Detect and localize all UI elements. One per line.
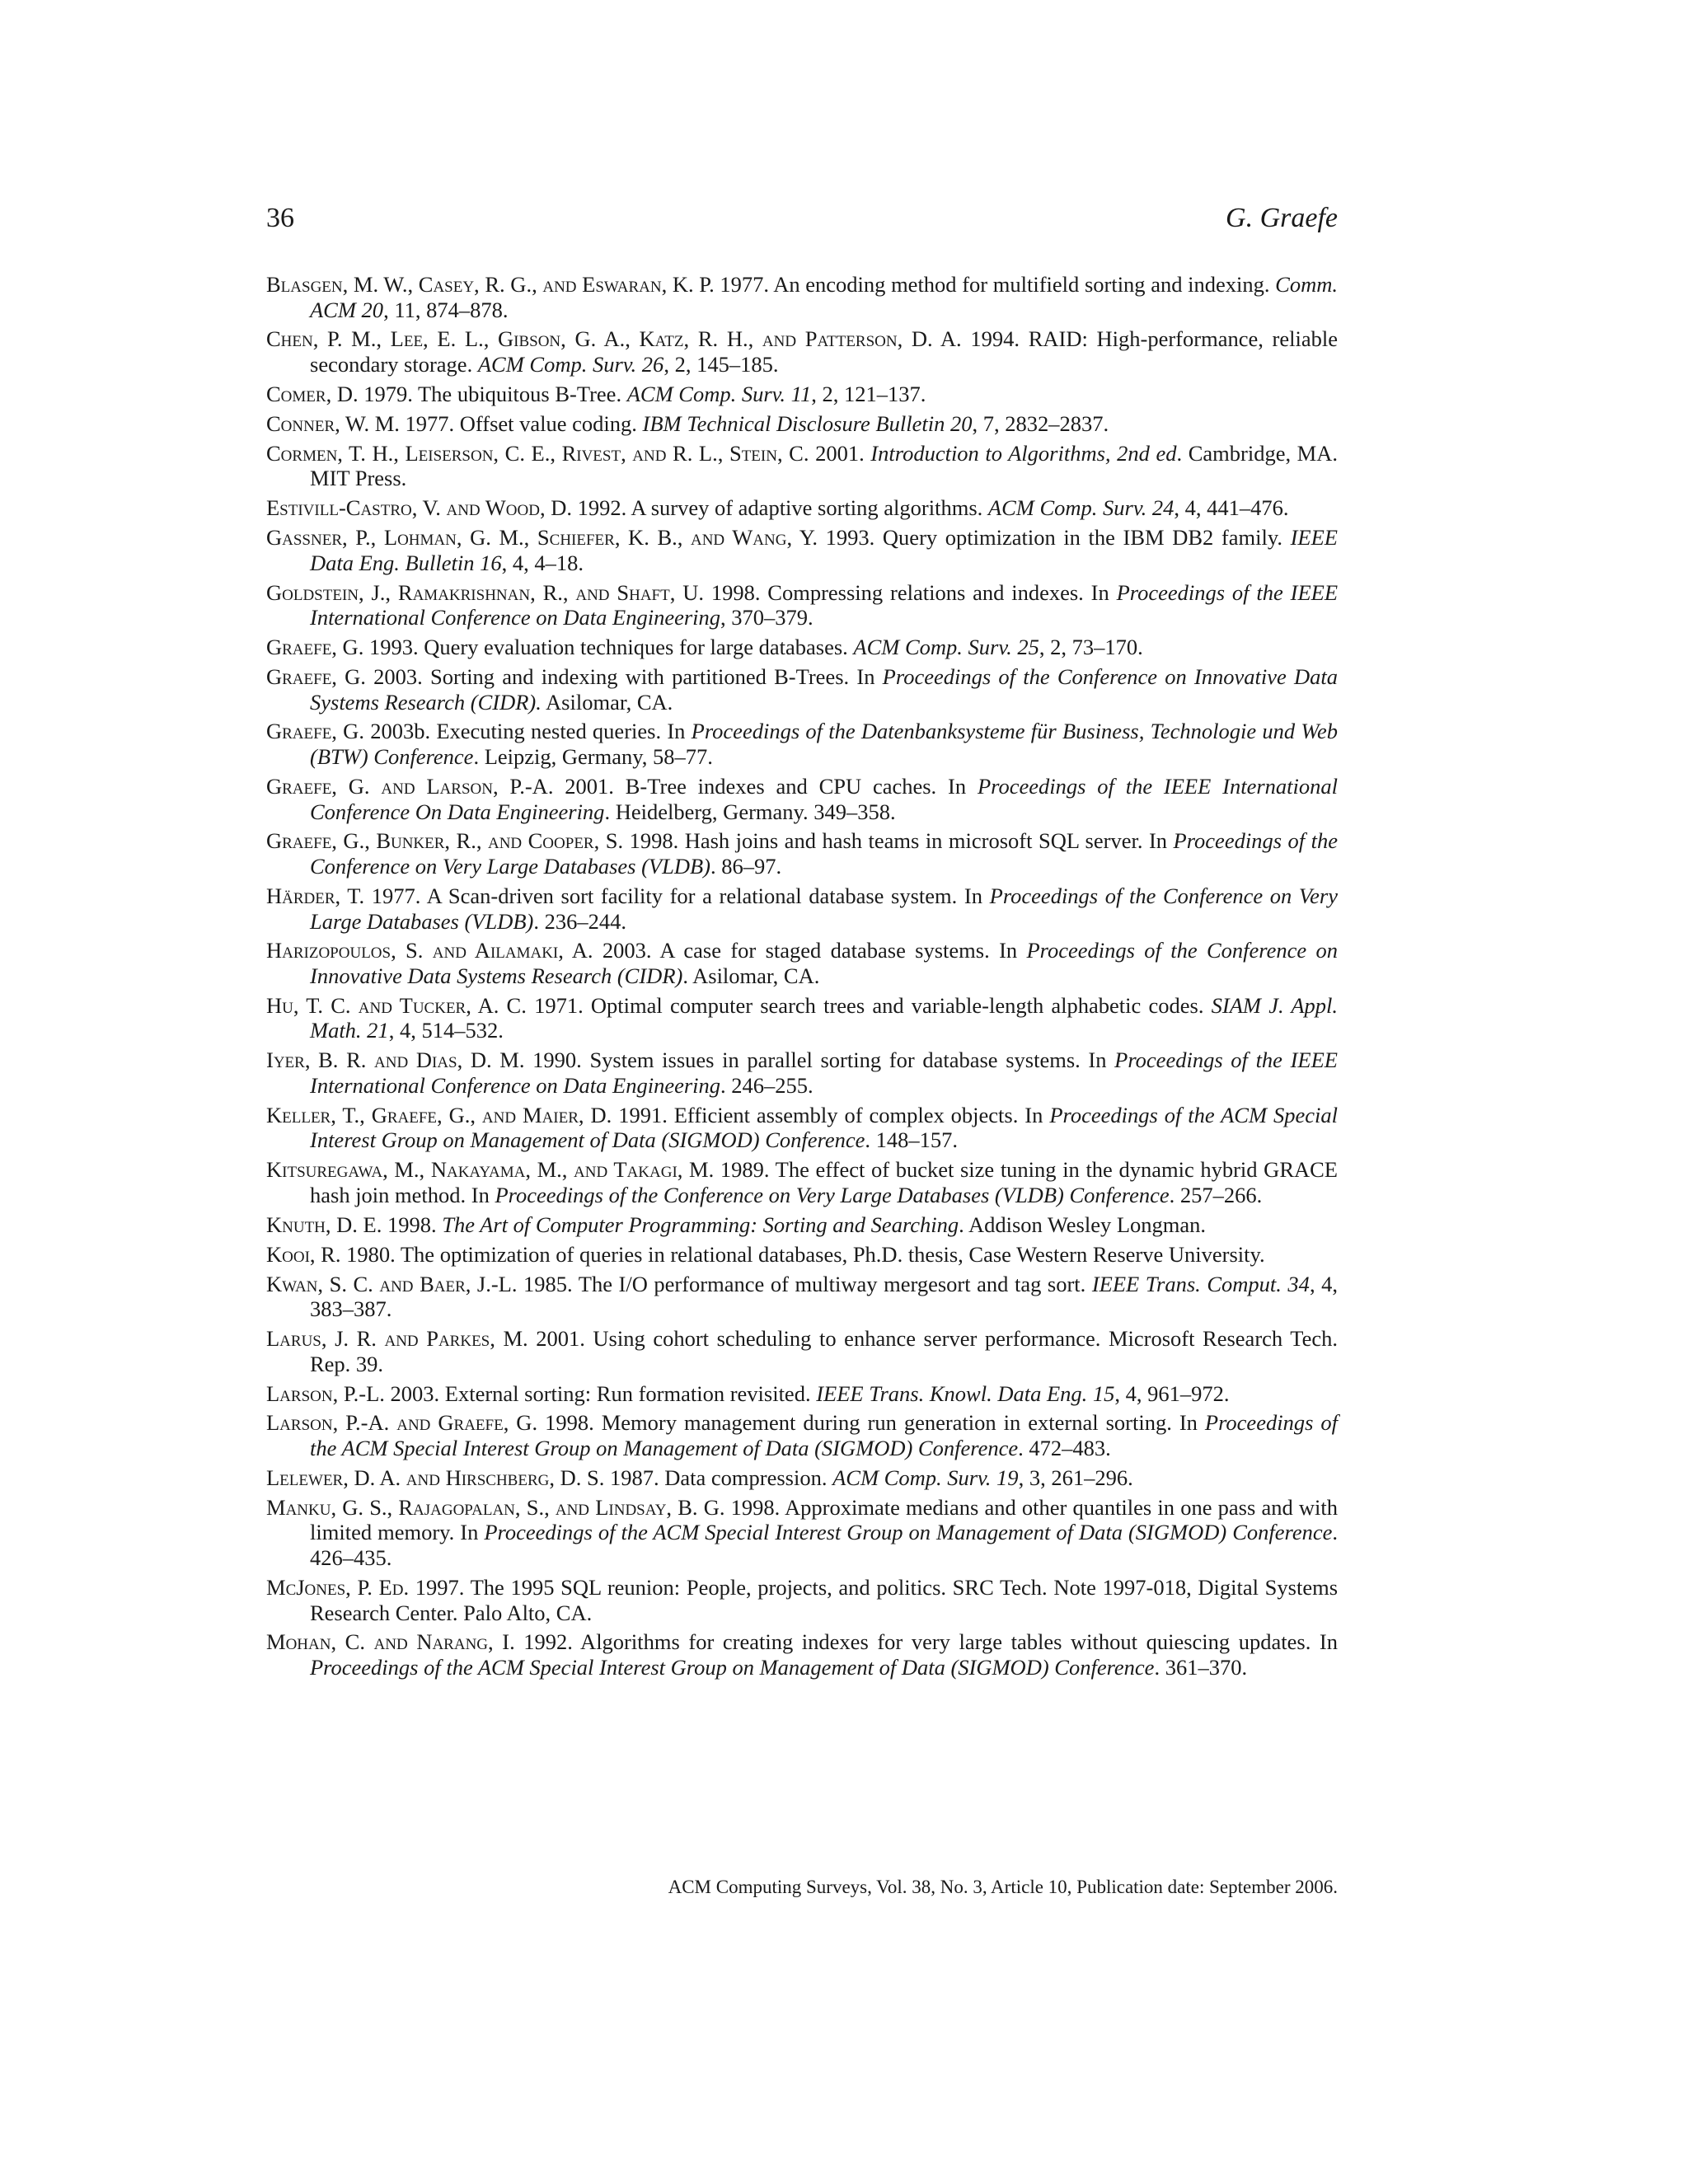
- reference-entry: [266, 635, 1338, 660]
- reference-authors: Graefe, G., Bunker, R., and Cooper, S.: [266, 828, 624, 854]
- reference-text: 1987. Data compression.: [604, 1465, 833, 1490]
- reference-venue: Proceedings of the ACM Special Interest Group on Management of Data (SIGMOD) Conference: [310, 1102, 1338, 1153]
- reference-text: , 2, 145–185.: [663, 352, 779, 377]
- reference-authors: Estivill-Castro, V. and Wood, D.: [266, 495, 572, 521]
- reference-venue: Proceedings of the ACM Special Interest Group on Management of Data (SIGMOD) Conference: [310, 1410, 1338, 1461]
- reference-text: 1980. The optimization of queries in relational databases, Ph.D. thesis, Case Western Reserve University.: [340, 1241, 1265, 1267]
- reference-venue: Proceedings of the Conference on Very Large Databases (VLDB): [310, 883, 1338, 934]
- reference-text: . Cambridge, MA. MIT Press.: [310, 440, 1338, 491]
- reference-authors: Härder, T.: [266, 883, 365, 908]
- reference-text: , 4, 441–476.: [1174, 495, 1289, 521]
- reference-text: 1992. A survey of adaptive sorting algorithms.: [571, 495, 988, 521]
- reference-text: . Heidelberg, Germany. 349–358.: [604, 799, 896, 824]
- reference-text: , 4, 961–972.: [1114, 1380, 1230, 1406]
- reference-venue: IEEE Trans. Knowl. Data Eng. 15: [816, 1380, 1115, 1406]
- reference-text: 1993. Query optimization in the IBM DB2 family.: [818, 525, 1291, 551]
- reference-text: , 370–379.: [720, 605, 814, 630]
- reference-text: , 4, 514–532.: [388, 1018, 504, 1043]
- reference-text: . 361–370.: [1154, 1655, 1248, 1680]
- reference-entry: [266, 272, 1338, 322]
- reference-entry: [266, 1326, 1338, 1376]
- reference-venue: ACM Comp. Surv. 19: [832, 1465, 1019, 1490]
- reference-authors: Cormen, T. H., Leiserson, C. E., Rivest, and R. L., Stein, C.: [266, 440, 809, 466]
- reference-text: . 426–435.: [310, 1520, 1338, 1571]
- reference-authors: Knuth, D. E.: [266, 1212, 382, 1237]
- reference-entry: [266, 1047, 1338, 1098]
- reference-text: 1997. The 1995 SQL reunion: People, projects, and politics. SRC Tech. Note 1997-018, Digital Systems Research Center. Palo Alto, CA.: [310, 1574, 1339, 1625]
- reference-authors: Larus, J. R. and Parkes, M.: [266, 1326, 528, 1352]
- reference-authors: Larson, P.-L.: [266, 1380, 385, 1406]
- reference-entry: [266, 1629, 1338, 1680]
- reference-venue: ACM Comp. Surv. 11: [626, 381, 812, 406]
- reference-entry: [266, 993, 1338, 1043]
- reference-authors: Manku, G. S., Rajagopalan, S., and Lindsay, B. G.: [266, 1494, 725, 1520]
- reference-text: 1977. Offset value coding.: [399, 410, 643, 436]
- reference-entry: [266, 441, 1338, 491]
- reference-authors: Lelewer, D. A. and Hirschberg, D. S.: [266, 1465, 605, 1490]
- reference-text: 1989. The effect of bucket size tuning in the dynamic hybrid GRACE hash join method. In: [310, 1157, 1338, 1207]
- reference-authors: Mohan, C. and Narang, I.: [266, 1629, 515, 1655]
- reference-text: 2001. B-Tree indexes and CPU caches. In: [553, 773, 978, 799]
- reference-venue: Proceedings of the IEEE International Conference On Data Engineering: [310, 773, 1338, 824]
- reference-text: 1998. Approximate medians and other quantiles in one pass and with limited memory. In: [310, 1494, 1338, 1545]
- reference-entry: [266, 719, 1338, 769]
- reference-venue: Proceedings of the Conference on Innovative Data Systems Research (CIDR): [310, 938, 1338, 988]
- reference-text: . 236–244.: [533, 908, 626, 934]
- reference-text: 1971. Optimal computer search trees and variable-length alphabetic codes.: [526, 992, 1212, 1018]
- reference-venue: IBM Technical Disclosure Bulletin 20: [642, 410, 973, 436]
- reference-authors: McJones, P. Ed.: [266, 1574, 410, 1600]
- running-head: G. Graefe: [1226, 203, 1338, 233]
- reference-venue: Proceedings of the IEEE International Conference on Data Engineering: [310, 1047, 1338, 1098]
- reference-authors: Graefe, G.: [266, 635, 364, 660]
- reference-entry: [266, 1465, 1338, 1491]
- reference-entry: [266, 1381, 1338, 1407]
- reference-text: 1991. Efficient assembly of complex objects. In: [612, 1102, 1050, 1127]
- reference-venue: Proceedings of the Conference on Very Large Databases (VLDB): [310, 828, 1338, 879]
- reference-entry: [266, 1212, 1338, 1238]
- reference-text: 1977. An encoding method for multifield sorting and indexing.: [714, 272, 1276, 297]
- reference-entry: [266, 525, 1338, 575]
- reference-authors: Iyer, B. R. and Dias, D. M.: [266, 1047, 525, 1073]
- reference-text: . Leipzig, Germany, 58–77.: [473, 744, 713, 770]
- reference-text: 2003. Sorting and indexing with partitioned B-Trees. In: [365, 663, 883, 689]
- reference-entry: [266, 495, 1338, 521]
- reference-venue: Proceedings of the Conference on Very Large Databases (VLDB) Conference: [495, 1182, 1170, 1207]
- reference-entry: [266, 1410, 1338, 1460]
- reference-entry: [266, 326, 1338, 377]
- reference-text: . 472–483.: [1018, 1436, 1111, 1461]
- reference-entry: [266, 1272, 1338, 1322]
- reference-text: . 86–97.: [710, 854, 782, 879]
- reference-text: Asilomar, CA.: [541, 689, 673, 715]
- reference-text: 2003b. Executing nested queries. In: [363, 719, 692, 744]
- reference-authors: Gassner, P., Lohman, G. M., Schiefer, K. B., and Wang, Y.: [266, 525, 818, 551]
- reference-text: , 2, 121–137.: [811, 381, 926, 406]
- reference-venue: IEEE Trans. Comput. 34: [1091, 1271, 1310, 1296]
- reference-text: . Addison Wesley Longman.: [959, 1212, 1207, 1237]
- reference-venue: ACM Comp. Surv. 26: [477, 352, 664, 377]
- reference-entry: [266, 580, 1338, 630]
- reference-text: 1998. Hash joins and hash teams in microsoft SQL server. In: [623, 828, 1174, 854]
- reference-text: 2001.: [809, 440, 871, 466]
- reference-text: , 4, 383–387.: [310, 1271, 1338, 1322]
- page-number: 36: [266, 203, 294, 233]
- reference-authors: Kooi, R.: [266, 1241, 341, 1267]
- reference-authors: Goldstein, J., Ramakrishnan, R., and Shaft, U.: [266, 579, 704, 605]
- reference-venue: ACM Comp. Surv. 25: [853, 635, 1039, 660]
- reference-text: 1998. Memory management during run generation in external sorting. In: [537, 1410, 1205, 1436]
- reference-entry: [266, 1103, 1338, 1153]
- reference-entry: [266, 1157, 1338, 1207]
- reference-authors: Graefe, G.: [266, 663, 366, 689]
- reference-authors: Graefe, G.: [266, 719, 364, 744]
- reference-venue: The Art of Computer Programming: Sorting and Searching: [442, 1212, 959, 1237]
- reference-venue: Introduction to Algorithms, 2nd ed: [870, 440, 1177, 466]
- reference-text: 1977. A Scan-driven sort facility for a relational database system. In: [364, 883, 990, 908]
- reference-entry: [266, 411, 1338, 437]
- reference-authors: Keller, T., Graefe, G., and Maier, D.: [266, 1102, 612, 1127]
- reference-text: 1998.: [382, 1212, 443, 1237]
- reference-text: . Asilomar, CA.: [682, 963, 820, 988]
- reference-authors: Larson, P.-A. and Graefe, G.: [266, 1410, 538, 1436]
- reference-text: . 148–157.: [865, 1127, 959, 1153]
- reference-text: , 2, 73–170.: [1039, 635, 1143, 660]
- reference-venue: IEEE Data Eng. Bulletin 16: [310, 525, 1338, 575]
- reference-text: 1994. RAID: High-performance, reliable secondary storage.: [310, 326, 1338, 377]
- reference-text: 2003. External sorting: Run formation revisited.: [384, 1380, 817, 1406]
- reference-venue: Proceedings of the Datenbanksysteme für Business, Technologie und Web (BTW) Conference: [310, 719, 1339, 770]
- reference-entry: [266, 1575, 1338, 1625]
- reference-authors: Blasgen, M. W., Casey, R. G., and Eswaran, K. P.: [266, 272, 715, 297]
- reference-text: 1990. System issues in parallel sorting for database systems. In: [524, 1047, 1115, 1073]
- reference-text: 1985. The I/O performance of multiway mergesort and tag sort.: [517, 1271, 1092, 1296]
- reference-entry: [266, 1242, 1338, 1268]
- reference-text: . 257–266.: [1169, 1182, 1263, 1207]
- reference-venue: Proceedings of the Conference on Innovative Data Systems Research (CIDR).: [310, 663, 1338, 715]
- reference-venue: SIAM J. Appl. Math. 21: [310, 992, 1338, 1043]
- reference-venue: Proceedings of the IEEE International Conference on Data Engineering: [310, 579, 1339, 630]
- reference-text: 1993. Query evaluation techniques for large databases.: [363, 635, 854, 660]
- reference-authors: Conner, W. M.: [266, 410, 400, 436]
- reference-text: 1992. Algorithms for creating indexes for very large tables without quiescing updates. In: [514, 1629, 1338, 1655]
- reference-authors: Kwan, S. C. and Baer, J.-L.: [266, 1271, 518, 1296]
- reference-entry: [266, 382, 1338, 407]
- reference-authors: Chen, P. M., Lee, E. L., Gibson, G. A., Katz, R. H., and Patterson, D. A.: [266, 326, 962, 352]
- reference-authors: Comer, D.: [266, 381, 359, 406]
- reference-venue: Proceedings of the ACM Special Interest Group on Management of Data (SIGMOD) Conference: [310, 1655, 1155, 1680]
- reference-venue: Comm. ACM 20: [310, 272, 1338, 322]
- reference-text: , 11, 874–878.: [383, 297, 509, 322]
- reference-entry: [266, 883, 1338, 934]
- reference-text: 2003. A case for staged database systems. In: [593, 938, 1027, 963]
- reference-entry: [266, 774, 1338, 824]
- reference-entry: [266, 664, 1338, 715]
- reference-authors: Hu, T. C. and Tucker, A. C.: [266, 992, 527, 1018]
- reference-authors: Graefe, G. and Larson, P.-A.: [266, 773, 554, 799]
- reference-text: , 7, 2832–2837.: [972, 410, 1109, 436]
- reference-text: , 3, 261–296.: [1018, 1465, 1133, 1490]
- reference-text: , 4, 4–18.: [501, 550, 584, 575]
- reference-authors: Kitsuregawa, M., Nakayama, M., and Takagi, M.: [266, 1157, 715, 1183]
- reference-entry: [266, 1495, 1338, 1571]
- publication-footer: ACM Computing Surveys, Vol. 38, No. 3, Article 10, Publication date: September 2006.: [668, 1877, 1338, 1897]
- reference-text: 1979. The ubiquitous B-Tree.: [358, 381, 627, 406]
- reference-text: . 246–255.: [720, 1072, 814, 1098]
- reference-authors: Harizopoulos, S. and Ailamaki, A.: [266, 938, 593, 963]
- reference-entry: [266, 828, 1338, 879]
- reference-venue: ACM Comp. Surv. 24: [987, 495, 1175, 521]
- reference-entry: [266, 938, 1338, 988]
- reference-text: 1998. Compressing relations and indexes. In: [703, 579, 1117, 605]
- reference-text: 2001. Using cohort scheduling to enhance server performance. Microsoft Research Tech. Rep. 39.: [310, 1326, 1338, 1376]
- page-header: [266, 203, 1338, 244]
- reference-venue: Proceedings of the ACM Special Interest Group on Management of Data (SIGMOD) Conference: [484, 1520, 1333, 1545]
- reference-list: [266, 272, 1338, 1685]
